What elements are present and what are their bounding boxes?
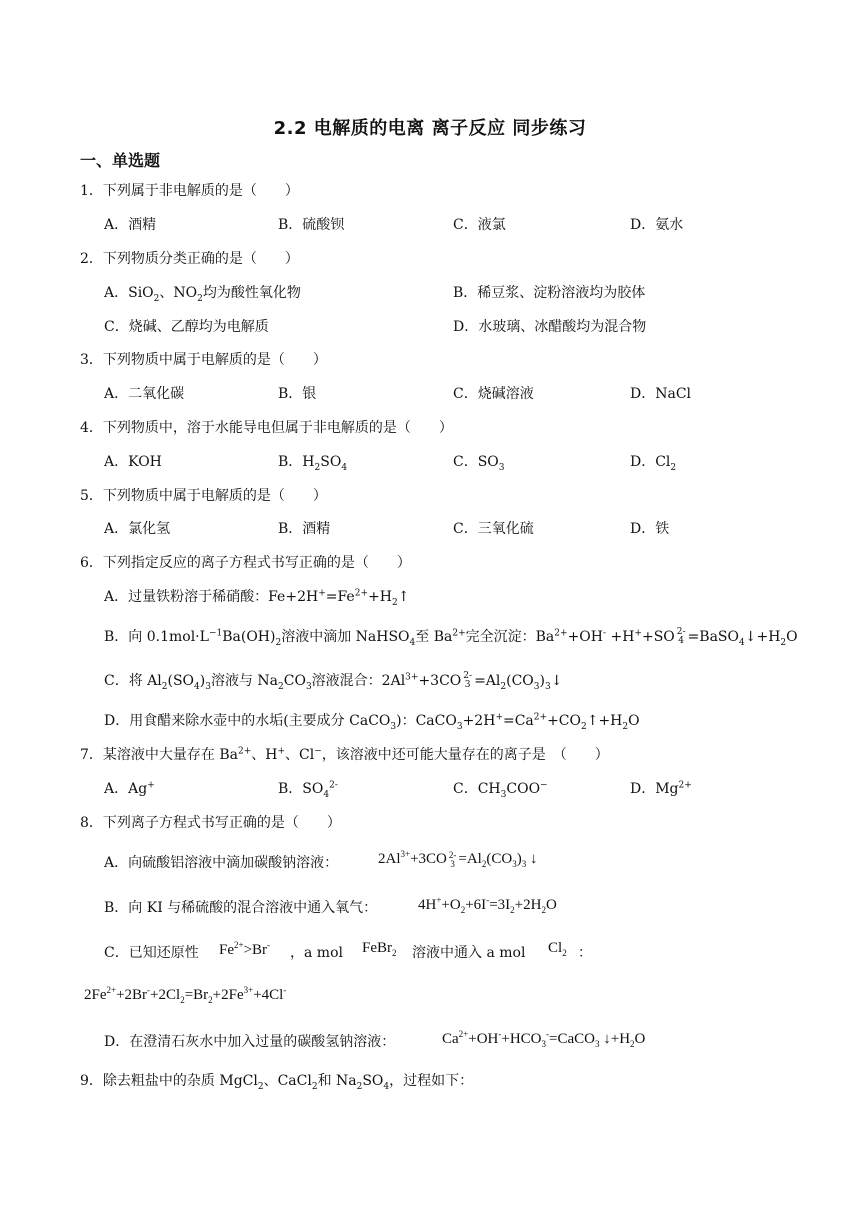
carbonate-charge-stack: 2- 3	[463, 671, 473, 690]
q8-option-b-equation: $4H^++O_2+6I^-=3I_2+2H_2O$	[418, 895, 557, 915]
q8-option-b-text: B．向 KI 与稀硫酸的混合溶液中通入氧气：	[104, 900, 378, 916]
q1-option-b: B．硫酸钡	[278, 217, 345, 233]
q4-option-a: A．KOH	[104, 454, 162, 470]
question-8-stem: 8．下列离子方程式书写正确的是（ ）	[80, 815, 341, 831]
q4-option-d: D．$Cl_2$	[630, 454, 677, 473]
q8-option-a-text: A．向硫酸铝溶液中滴加碳酸钠溶液：	[104, 855, 339, 871]
sulfate-charge-stack: 2- 4	[676, 627, 686, 646]
page-title: 2.2 电解质的电离 离子反应 同步练习	[273, 118, 587, 139]
q6-option-b: B．向 $0.1mol\cdot L^{-1}Ba(OH)_2$溶液中滴加 NaHSO$_4$至 $Ba^{2+}$完全沉淀：$Ba^{2+}+OH^- +H^++SO$ 2- $4 =BaSO_4↓+H_2O$	[104, 627, 798, 648]
q3-option-d: D．NaCl	[630, 386, 692, 402]
q2-option-b: B．稀豆浆、淀粉溶液均为胶体	[453, 285, 646, 301]
q8-option-c-text: C．已知还原性	[104, 945, 199, 961]
question-6-stem: 6．下列指定反应的离子方程式书写正确的是（ ）	[80, 555, 411, 571]
question-2-stem: 2．下列物质分类正确的是（ ）	[80, 251, 299, 267]
q2-option-a: A．SiO$_2$、$NO_2$均为酸性氧化物	[104, 285, 301, 304]
q3-option-a: A．二氧化碳	[104, 386, 185, 402]
q4-option-c: C．$SO_3$	[453, 454, 505, 473]
q5-option-b: B．酒精	[278, 521, 331, 537]
q6-option-d: D．用食醋来除水壶中的水垢(主要成分 CaCO$_3$)：$CaCO_3+2H^+=Ca^{2+}+CO_2↑+H_2O$	[104, 712, 640, 732]
q6-option-a: A．过量铁粉溶于稀硝酸：$Fe+2H^+=Fe^{2+}+H_2↑$	[104, 588, 410, 608]
q7-option-b: B．$SO_4^{2-}$	[278, 780, 338, 800]
q8-option-d-text: D．在澄清石灰水中加入过量的碳酸氢钠溶液：	[104, 1034, 396, 1050]
q3-option-b: B．银	[278, 386, 317, 402]
q8-option-c-reduction-order: $Fe^{2+}>Br^-$	[219, 940, 271, 958]
q8-option-c-amount-2: 溶液中通入 a mol	[412, 945, 526, 961]
q4-option-b: B．$H_2SO_4$	[278, 454, 348, 473]
q8-option-c-equation: $2Fe^{2+}+2Br^-+2Cl_2=Br_2+2Fe^{3+}+4Cl^-$	[84, 985, 287, 1005]
q8a-carbonate-stack: 2- 3	[448, 849, 457, 869]
q8-option-c-cl2: $Cl_2$	[548, 940, 567, 958]
question-4-stem: 4．下列物质中，溶于水能导电但属于非电解质的是（ ）	[80, 420, 453, 436]
question-7-stem: 7．某溶液中大量存在 $Ba^{2+}$、H+、Cl−，该溶液中还可能大量存在的离子是 （ ）	[80, 746, 609, 763]
q8-option-c-colon: ：	[578, 945, 592, 961]
q3-option-c: C．烧碱溶液	[453, 386, 534, 402]
q7-option-d: D．$Mg^{2+}$	[630, 780, 692, 797]
section-heading: 一、单选题	[80, 151, 161, 170]
q1-option-d: D．氨水	[630, 217, 684, 233]
q6-option-c: C．将 $Al_2(SO_4)_3$溶液与 $Na_2CO_3$溶液混合：$2Al^{3+}+3CO$ 2- $3 =Al_2(CO_3)_3↓$	[104, 671, 563, 692]
q5-option-c: C．三氧化硫	[453, 521, 534, 537]
q7-option-c: C．$CH_3COO^-$	[453, 780, 548, 800]
question-3-stem: 3．下列物质中属于电解质的是（ ）	[80, 352, 327, 368]
q8-option-c-febr2: FeBr$_2$	[362, 940, 397, 958]
q2-option-c: C．烧碱、乙醇均为电解质	[104, 319, 269, 335]
q2-option-d: D．水玻璃、冰醋酸均为混合物	[453, 319, 647, 335]
q8-option-c-amount-1: ，a mol	[290, 945, 343, 961]
q8-option-d-equation: $Ca^{2+}+OH^-+HCO_3^-=CaCO_3$ $↓+H_2O$	[442, 1029, 646, 1049]
q1-option-a: A．酒精	[104, 217, 157, 233]
q1-option-c: C．液氯	[453, 217, 506, 233]
q7-option-a: A．Ag+	[104, 780, 155, 797]
q5-option-d: D．铁	[630, 521, 670, 537]
question-9-stem: 9．除去粗盐中的杂质 MgCl$_2$、CaCl$_2$和 $Na_2SO_4$，过程如下：	[80, 1073, 474, 1092]
q5-option-a: A．氯化氢	[104, 521, 171, 537]
q8-option-a-equation: $2Al^{3+}+3CO$ 2- $3 =Al_2(CO_3)_3$ ↓	[378, 849, 538, 869]
question-1-stem: 1．下列属于非电解质的是（ ）	[80, 183, 299, 199]
question-5-stem: 5．下列物质中属于电解质的是（ ）	[80, 488, 327, 504]
